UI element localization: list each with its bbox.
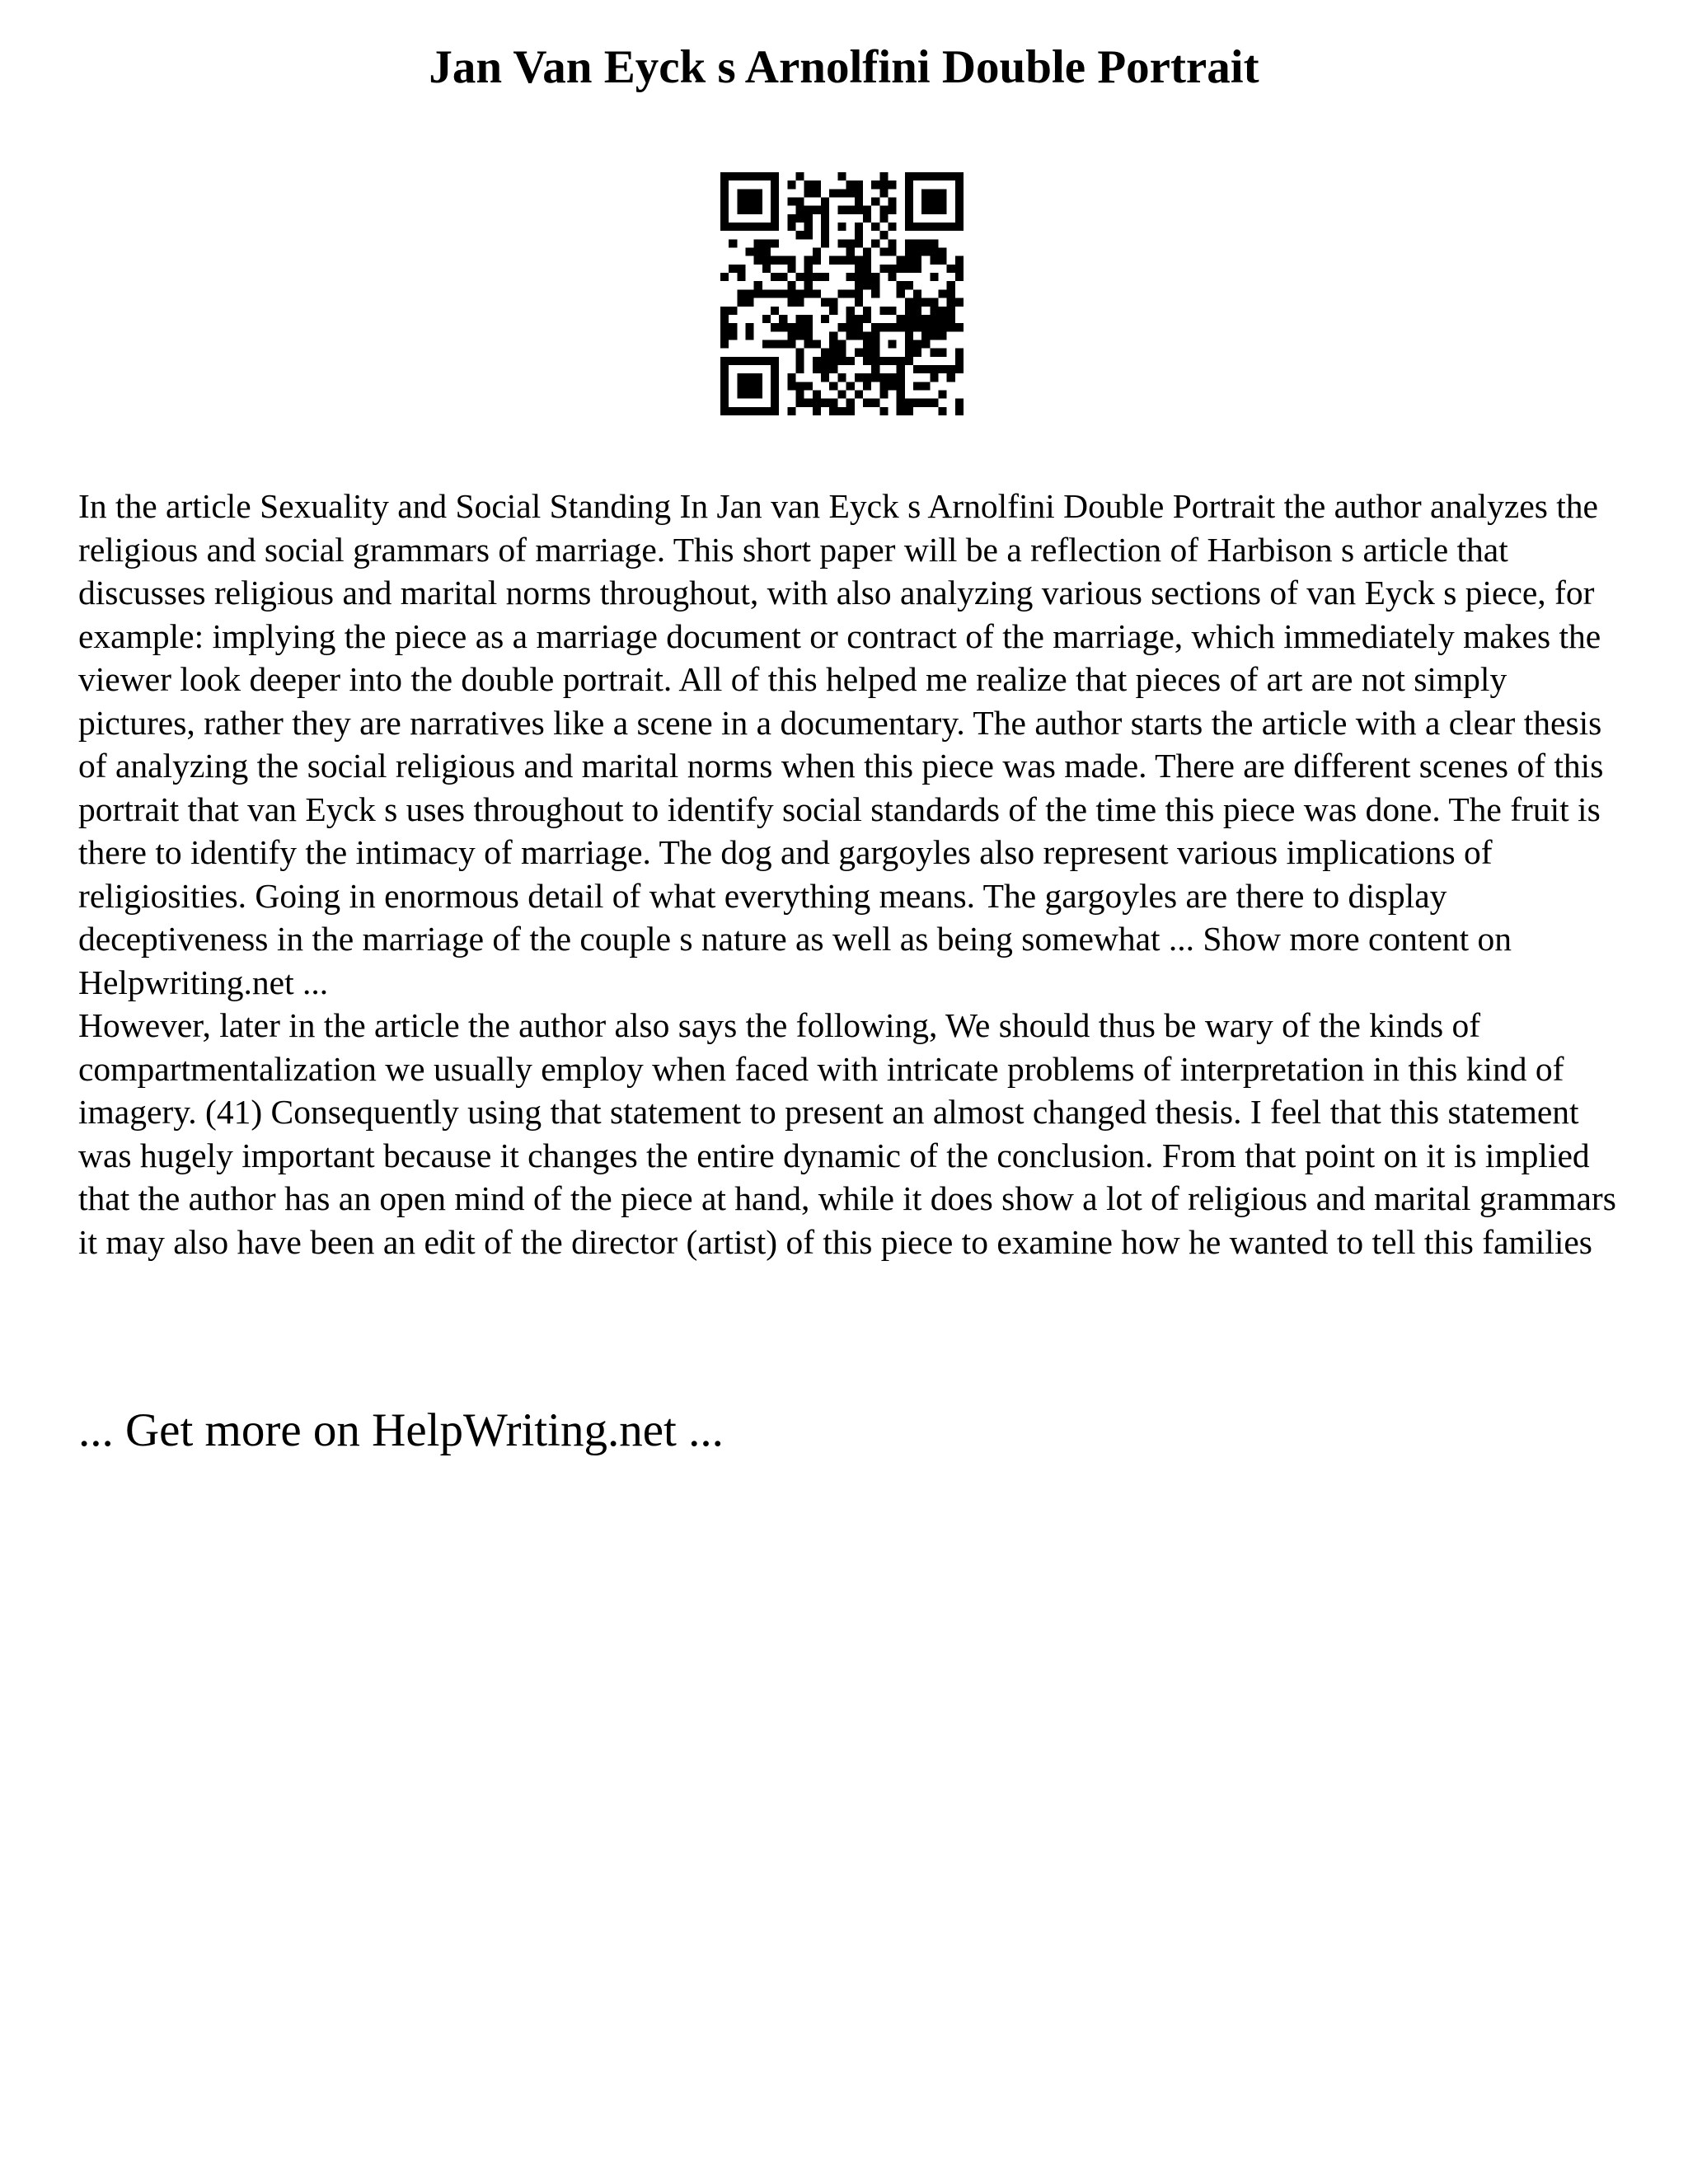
document-title: Jan Van Eyck s Arnolfini Double Portrait xyxy=(429,41,1259,93)
qr-code-icon[interactable] xyxy=(720,172,964,415)
paragraph-2: However, later in the article the author also says the following, We should thus be wary of the kinds of compartmentalization we usually employ when faced with intricate problems of interpretation in this kind of imagery. (41) Consequently using that statement to present an almost changed thesis. I feel that this statement was hugely important because it changes the entire dynamic of the conclusion. From that point on it is implied that the author has an open mind of the piece at hand, while it does show a lot of religious and marital grammars it may also have been an edit of the director (artist) of this piece to examine how he wanted to tell this families xyxy=(78,1006,1616,1261)
article-body xyxy=(78,485,1628,1263)
get-more-link[interactable]: ... Get more on HelpWriting.net ... xyxy=(78,1404,724,1456)
paragraph-1: In the article Sexuality and Social Standing In Jan van Eyck s Arnolfini Double Portrait the author analyzes the religious and social grammars of marriage. This short paper will be a reflection of Harbison s article that discusses religious and marital norms throughout, with also analyzing various sections of van Eyck s piece, for example: implying the piece as a marriage document or contract of the marriage, which immediately makes the viewer look deeper into the double portrait. All of this helped me realize that pieces of art are not simply pictures, rather they are narratives like a scene in a documentary. The author starts the article with a clear thesis of analyzing the social religious and marital norms when this piece was made. There are different scenes of this portrait that van Eyck s uses throughout to identify social standards of the time this piece was done. The fruit is there to identify the intimacy of marriage. The dog and gargoyles also represent various implications of religiosities. Going in enormous detail of what everything means. The gargoyles are there to display deceptiveness in the marriage of the couple s nature as well as being somewhat ... Show more content on Helpwriting.net ... xyxy=(78,487,1604,1001)
